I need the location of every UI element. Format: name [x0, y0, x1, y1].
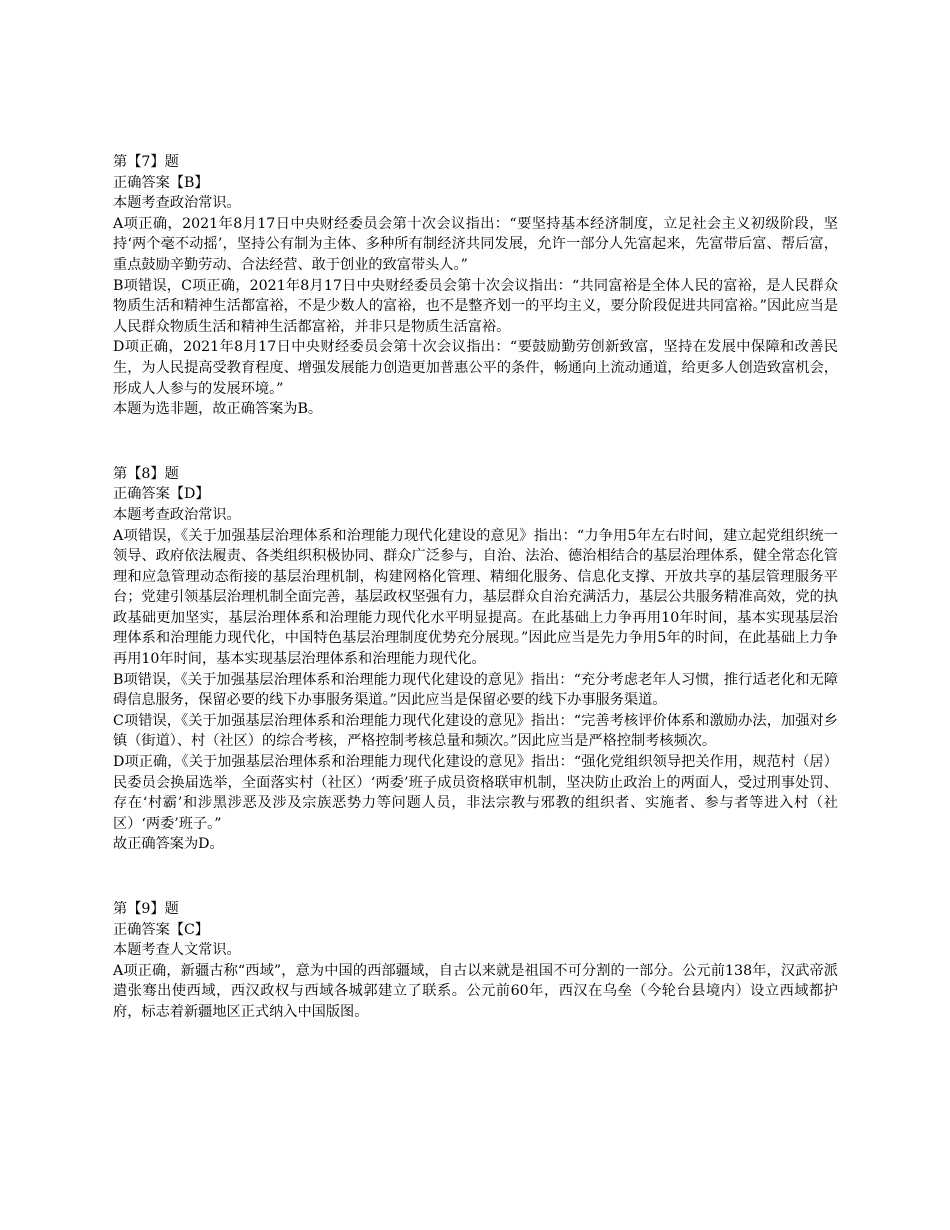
question-conclusion: 故正确答案为D。	[113, 836, 224, 853]
question-8	[113, 464, 838, 855]
question-9	[113, 899, 838, 1023]
question-number: 第【8】题	[113, 465, 179, 482]
question-number: 第【9】题	[113, 901, 179, 917]
explanation-paragraph: B项错误，C项正确，2021年8月17日中央财经委员会第十次会议指出：“共同富裕是全体人民的富裕，是人民群众物质生活和精神生活都富裕，不是少数人的富裕，也不是整齐划一的平均主义，要分阶段促进共同富裕。”因此应当是人民群众物质生活和精神生活都富裕，并非只是物质生活富裕。	[113, 277, 838, 335]
question-intro: 本题考查政治常识。	[113, 195, 241, 212]
question-intro: 本题考查政治常识。	[113, 506, 241, 523]
explanation-paragraph: A项错误，《关于加强基层治理体系和治理能力现代化建设的意见》指出：“力争用5年左右时间，建立起党组织统一领导、政府依法履责、各类组织积极协同、群众广泛参与，自治、法治、德治相结合的基层治理体系，健全常态化管理和应急管理动态衔接的基层治理机制，构建网格化管理、精细化服务、信息化支撑、开放共享的基层管理服务平台；党建引领基层治理机制全面完善，基层政权坚强有力，基层群众自治充满活力，基层公共服务精准高效，党的执政基础更加坚实，基层治理体系和治理能力现代化水平明显提高。在此基础上力争再用10年时间，基本实现基层治理体系和治理能力现代化，中国特色基层治理制度优势充分展现。”因此应当是先力争用5年的时间，在此基础上力争再用10年时间，基本实现基层治理体系和治理能力现代化。	[113, 527, 838, 668]
explanation-paragraph: D项正确，《关于加强基层治理体系和治理能力现代化建设的意见》指出：“强化党组织领导把关作用，规范村（居）民委员会换届选举，全面落实村（社区）‘两委’班子成员资格联审机制，坚决防止政治上的两面人，受过刑事处罚、存在‘村霸’和涉黑涉恶及涉及宗族恶势力等问题人员，非法宗教与邪教的组织者、实施者、参与者等进入村（社区）‘两委’班子。”	[113, 754, 838, 832]
document-page	[113, 152, 838, 1023]
explanation-paragraph: B项错误，《关于加强基层治理体系和治理能力现代化建设的意见》指出：“充分考虑老年人习惯，推行适老化和无障碍信息服务，保留必要的线下办事服务渠道。”因此应当是保留必要的线下办事服务渠道。	[113, 671, 838, 709]
question-conclusion: 本题为选非题，故正确答案为B。	[113, 401, 323, 418]
question-7	[113, 152, 838, 420]
question-number: 第【7】题	[113, 154, 179, 170]
correct-answer: 正确答案【D】	[113, 486, 210, 503]
correct-answer: 正确答案【B】	[113, 174, 209, 191]
explanation-paragraph: A项正确，新疆古称“西域”，意为中国的西部疆域，自古以来就是祖国不可分割的一部分。公元前138年，汉武帝派遣张骞出使西域，西汉政权与西域各城郭建立了联系。公元前60年，西汉在乌垒（今轮台县境内）设立西域都护府，标志着新疆地区正式纳入中国版图。	[113, 962, 838, 1020]
explanation-paragraph: A项正确，2021年8月17日中央财经委员会第十次会议指出：“要坚持基本经济制度，立足社会主义初级阶段，坚持‘两个毫不动摇’，坚持公有制为主体、多种所有制经济共同发展，允许一部分人先富起来，先富带后富、帮后富，重点鼓励辛勤劳动、合法经营、敢于创业的致富带头人。”	[113, 215, 838, 273]
question-intro: 本题考查人文常识。	[113, 942, 241, 959]
explanation-paragraph: C项错误，《关于加强基层治理体系和治理能力现代化建设的意见》指出：“完善考核评价体系和激励办法，加强对乡镇（街道）、村（社区）的综合考核，严格控制考核总量和频次。”因此应当是严格控制考核频次。	[113, 712, 838, 750]
correct-answer: 正确答案【C】	[113, 921, 209, 938]
explanation-paragraph: D项正确，2021年8月17日中央财经委员会第十次会议指出：“要鼓励勤劳创新致富，坚持在发展中保障和改善民生，为人民提高受教育程度、增强发展能力创造更加普惠公平的条件，畅通向上流动通道，给更多人创造致富机会，形成人人参与的发展环境。”	[113, 339, 838, 397]
